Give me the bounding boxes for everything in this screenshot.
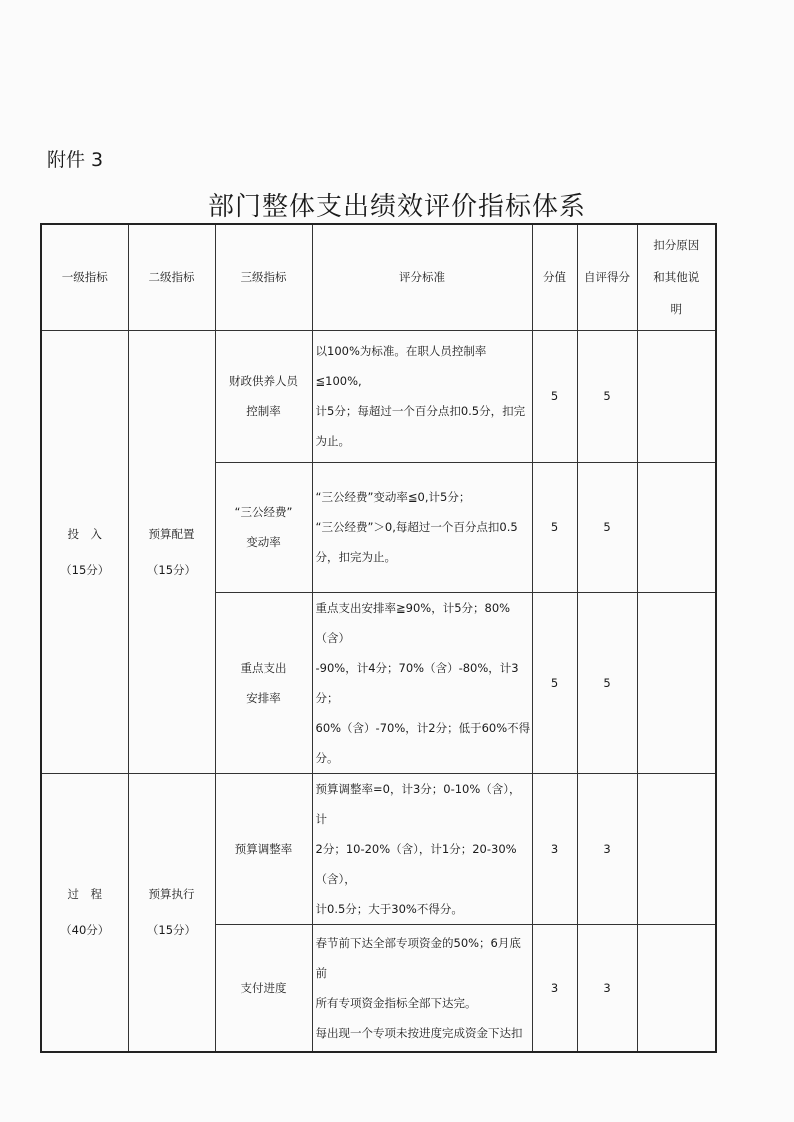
criteria-cell: “三公经费”变动率≦0,计5分； “三公经费”＞0,每超过一个百分点扣0.5 分，扣完为止。 — [312, 462, 532, 592]
note-cell — [637, 462, 716, 592]
col-header-criteria: 评分标准 — [312, 224, 532, 330]
score-cell: 5 — [532, 592, 577, 773]
level3-cell: 支付进度 — [215, 924, 312, 1052]
level2-cell: 预算执行 （15分） — [128, 773, 215, 1052]
col-header-level1: 一级指标 — [41, 224, 128, 330]
col-header-self-score: 自评得分 — [577, 224, 637, 330]
note-cell — [637, 330, 716, 462]
self-score-cell: 5 — [577, 330, 637, 462]
col-header-note: 扣分原因和其他说明 — [637, 224, 716, 330]
page-title: 部门整体支出绩效评价指标体系 — [207, 192, 586, 222]
criteria-cell: 以100%为标准。在职人员控制率≦100%, 计5分；每超过一个百分点扣0.5分，扣完 为止。 — [312, 330, 532, 462]
self-score-cell: 3 — [577, 924, 637, 1052]
col-header-score: 分值 — [532, 224, 577, 330]
criteria-cell: 重点支出安排率≧90%，计5分；80%（含） -90%，计4分；70%（含）-80%，计3分； 60%（含）-70%，计2分；低于60%不得分。 — [312, 592, 532, 773]
table-row — [41, 773, 716, 924]
score-cell: 5 — [532, 462, 577, 592]
table-row — [41, 330, 716, 462]
col-header-level2: 二级指标 — [128, 224, 215, 330]
self-score-cell: 5 — [577, 462, 637, 592]
level2-cell: 预算配置 （15分） — [128, 330, 215, 773]
level1-cell: 投 入 （15分） — [41, 330, 128, 773]
self-score-cell: 3 — [577, 773, 637, 924]
attachment-label: 附件 3 — [47, 149, 104, 171]
score-cell: 3 — [532, 924, 577, 1052]
score-cell: 3 — [532, 773, 577, 924]
note-cell — [637, 773, 716, 924]
col-header-level3: 三级指标 — [215, 224, 312, 330]
indicator-table — [40, 223, 717, 1053]
level3-cell: 财政供养人员 控制率 — [215, 330, 312, 462]
level3-cell: “三公经费” 变动率 — [215, 462, 312, 592]
self-score-cell: 5 — [577, 592, 637, 773]
header-row — [41, 224, 716, 330]
note-cell — [637, 924, 716, 1052]
criteria-cell: 春节前下达全部专项资金的50%；6月底前 所有专项资金指标全部下达完。 每出现一个专项未按进度完成资金下达扣 — [312, 924, 532, 1052]
note-cell — [637, 592, 716, 773]
criteria-cell: 预算调整率=0，计3分；0-10%（含），计 2分；10-20%（含），计1分；20-30%（含）， 计0.5分；大于30%不得分。 — [312, 773, 532, 924]
level1-cell: 过 程 （40分） — [41, 773, 128, 1052]
level3-cell: 重点支出 安排率 — [215, 592, 312, 773]
score-cell: 5 — [532, 330, 577, 462]
level3-cell: 预算调整率 — [215, 773, 312, 924]
